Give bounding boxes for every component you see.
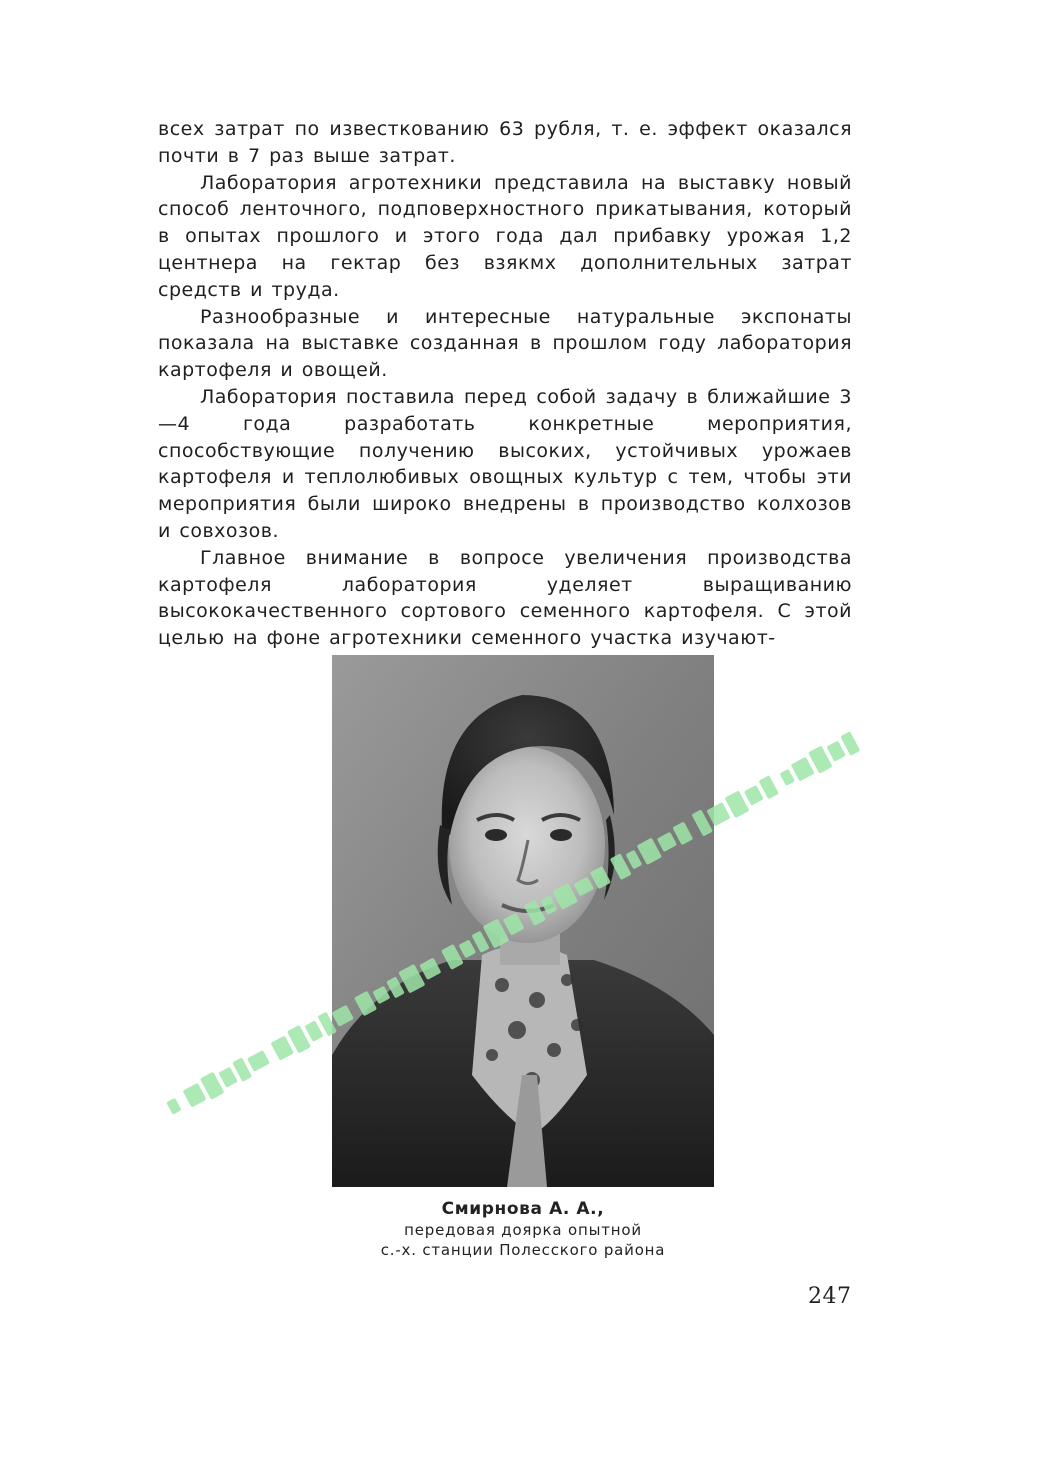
watermark-glyph <box>166 1098 181 1115</box>
watermark-glyph <box>232 1057 252 1082</box>
watermark-glyph <box>218 1067 237 1088</box>
watermark-glyph <box>247 1050 270 1072</box>
watermark-glyph <box>304 1020 323 1042</box>
caption-name: Смирнова А. А., <box>441 1199 605 1219</box>
portrait-photo <box>332 655 714 1187</box>
watermark-glyph <box>183 1083 207 1108</box>
paragraph-5: Главное внимание в вопросе увеличения производства картофеля лаборатория уделяет выращиванию высококачественного сортового семенного картофеля. С этой целью на фоне агротехники семенного участка изучают- <box>158 546 852 650</box>
watermark-glyph <box>270 1036 294 1061</box>
paragraph-3: Разнообразные и интересные натуральные экспонаты показала на выставке созданная в прошлом году лаборатория картофеля и овощей. <box>158 305 852 382</box>
watermark-glyph <box>725 790 750 818</box>
watermark-glyph <box>780 769 795 786</box>
portrait-illustration <box>332 655 714 1187</box>
paragraph-1: всех затрат по известкованию 63 рубля, т. е. эффект оказался почти в 7 раз выше затрат. <box>158 118 852 167</box>
watermark-glyph <box>791 757 815 782</box>
caption-line-2: с.-х. станции Полесского района <box>380 1241 666 1259</box>
watermark-glyph <box>200 1072 225 1100</box>
watermark-glyph <box>840 731 860 756</box>
body-text <box>158 116 852 652</box>
watermark-glyph <box>287 1025 311 1054</box>
watermark-glyph <box>826 741 845 762</box>
photo-caption <box>332 1198 714 1260</box>
paragraph-4: Лаборатория поставила перед собой задачу в ближайшие 3—4 года разработать конкретные мероприятия, способствующие получению высоких, устойчивых урожаев картофеля и теплолюбивых овощных культур с тем, чтобы эти мероприятия были широко внедрены в производство колхозов и совхозов. <box>158 385 852 542</box>
watermark-glyph <box>808 746 833 774</box>
paragraph-2: Лаборатория агротехники представила на выставку новый способ ленточного, подповерхностного прикатывания, который в опытах прошлого и этого года дал прибавку урожая 1,2 центнера на гектар без взякмх дополнительных затрат средств и труда. <box>158 171 852 301</box>
watermark-glyph <box>744 785 764 806</box>
watermark-glyph <box>758 775 778 799</box>
caption-line-1: передовая доярка опытной <box>404 1221 642 1239</box>
page-number: 247 <box>808 1284 852 1309</box>
